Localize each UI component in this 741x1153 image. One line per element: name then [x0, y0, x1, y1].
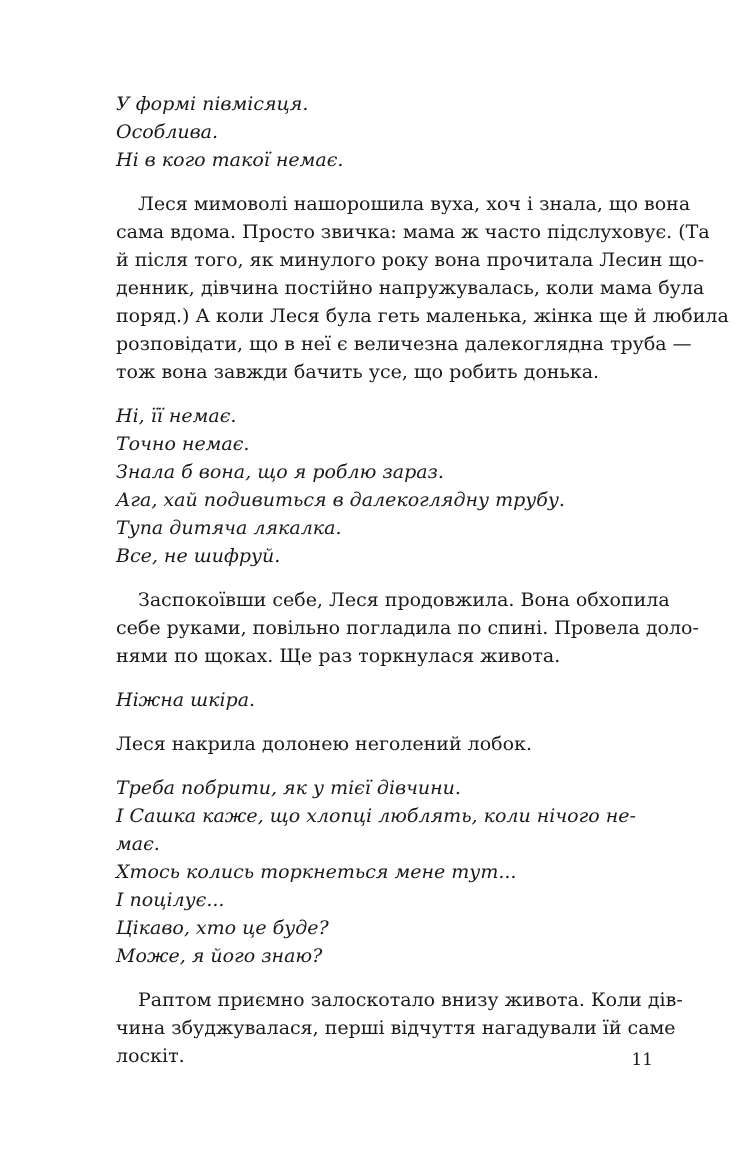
text-line: Заспокоївши себе, Леся продовжила. Вона обхопила [138, 589, 670, 611]
text-line: чина збуджувалася, перші відчуття нагадували їй саме [116, 1017, 676, 1039]
italic-line: Тупа дитяча лякалка. [116, 517, 342, 539]
italic-line: Особлива. [116, 121, 219, 143]
page-number: 11 [631, 1050, 653, 1070]
text-line: тож вона завжди бачить усе, що робить донька. [116, 361, 600, 383]
italic-line: Може, я його знаю? [116, 945, 323, 967]
text-line: Леся мимоволі нашорошила вуха, хоч і знала, що вона [138, 193, 691, 215]
italic-line: Точно немає. [116, 433, 250, 455]
text-line: себе руками, повільно погладила по спині. Провела доло- [116, 617, 699, 639]
italic-line: І поцілує... [116, 889, 225, 911]
italic-line: Цікаво, хто це буде? [116, 917, 329, 939]
italic-line: Хтось колись торкнеться мене тут... [116, 861, 517, 883]
italic-line: Знала б вона, що я роблю зараз. [116, 461, 444, 483]
text-line: поряд.) А коли Леся була геть маленька, жінка ще й любила [116, 305, 729, 327]
italic-stanza-1 [116, 90, 624, 174]
text-line: лоскіт. [116, 1045, 185, 1067]
text-line: нями по щоках. Ще раз торкнулася живота. [116, 645, 561, 667]
text-line: розповідати, що в неї є величезна далекоглядна труба — [116, 333, 692, 355]
italic-stanza-2 [116, 402, 624, 570]
italic-line: Треба побрити, як у тієї дівчини. [116, 777, 461, 799]
paragraph-3 [116, 730, 624, 758]
paragraph-1 [116, 190, 729, 386]
italic-line: Ага, хай подивиться в далекоглядну трубу. [116, 489, 565, 511]
paragraph-2 [116, 586, 699, 670]
italic-line: Все, не шифруй. [116, 545, 281, 567]
italic-line: І Сашка каже, що хлопці люблять, коли нічого не- [116, 805, 636, 827]
italic-line: У формі півмісяця. [116, 93, 309, 115]
text-line: денник, дівчина постійно напружувалась, коли мама була [116, 277, 705, 299]
italic-line: Ні в кого такої немає. [116, 149, 344, 171]
italic-line: Ніжна шкіра. [116, 689, 256, 711]
italic-line: має. [116, 833, 160, 855]
text-line: Леся накрила долонею неголений лобок. [116, 733, 532, 755]
italic-stanza-3 [116, 686, 624, 714]
text-line: Раптом приємно залоскотало внизу живота. Коли дів- [138, 989, 683, 1011]
italic-stanza-4 [116, 774, 636, 970]
text-line: сама вдома. Просто звичка: мама ж часто підслуховує. (Та [116, 221, 710, 243]
italic-line: Ні, її немає. [116, 405, 237, 427]
text-line: й після того, як минулого року вона прочитала Лесин що- [116, 249, 704, 271]
